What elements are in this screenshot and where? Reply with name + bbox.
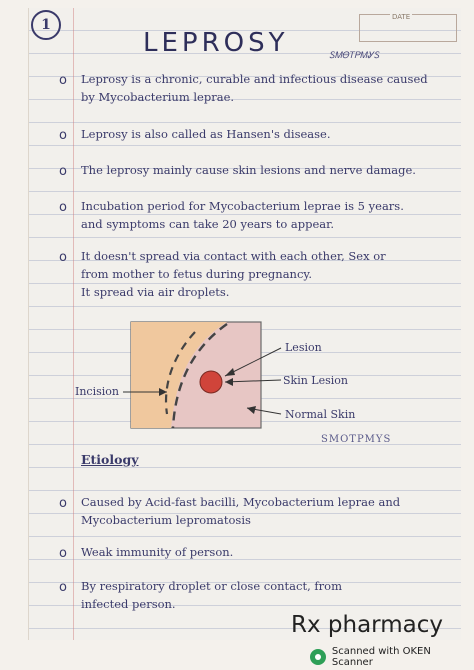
point-3 <box>81 161 455 179</box>
point-line: from mother to fetus during pregnancy. <box>81 267 313 281</box>
point-line: It doesn't spread via contact with each other, Sex or <box>81 249 386 263</box>
point-2 <box>81 125 455 143</box>
skin-lesion-diagram <box>75 318 395 438</box>
point-line: Weak immunity of person. <box>81 545 234 559</box>
bullet-icon: o <box>59 580 67 595</box>
point-line: It spread via air droplets. <box>81 285 230 299</box>
point-line: infected person. <box>81 597 176 611</box>
point-4 <box>81 197 455 233</box>
bullet-icon: o <box>59 546 67 561</box>
etiology-heading: Etiology <box>81 452 139 467</box>
corner-scribble: SMOTPMYS <box>321 434 392 445</box>
bullet-icon: o <box>59 164 67 179</box>
scanner-logo-icon <box>310 649 326 665</box>
bullet-icon: o <box>59 496 67 511</box>
point-line: The leprosy mainly cause skin lesions and nerve damage. <box>81 163 416 177</box>
notebook-page <box>28 8 461 640</box>
point-line: by Mycobacterium leprae. <box>81 90 235 104</box>
point-5 <box>81 247 455 301</box>
point-line: and symptoms can take 20 years to appear. <box>81 217 335 231</box>
page-title: LEPROSY <box>143 28 289 58</box>
point-line: By respiratory droplet or close contact, from <box>81 579 342 593</box>
lesion-dot <box>200 371 222 393</box>
etiology-point-2 <box>81 543 455 561</box>
bullet-icon: o <box>59 73 67 88</box>
date-box <box>359 14 457 42</box>
scanner-footer <box>310 646 474 668</box>
etiology-point-3 <box>81 577 455 613</box>
scanner-text: Scanned with OKEN Scanner <box>331 646 431 668</box>
point-1 <box>81 70 455 106</box>
point-line: Leprosy is also called as Hansen's disease. <box>81 127 331 141</box>
page-number: 1 <box>31 10 61 40</box>
etiology-point-1 <box>81 493 455 529</box>
bullet-icon: o <box>59 200 67 215</box>
point-line: Mycobacterium lepromatosis <box>81 513 251 527</box>
label-incision: Incision <box>75 385 119 398</box>
point-line: Caused by Acid-fast bacilli, Mycobacterium leprae and <box>81 495 401 509</box>
label-normal-skin: Normal Skin <box>285 408 356 421</box>
point-line: Leprosy is a chronic, curable and infectious disease caused <box>81 72 428 86</box>
title-scribble: ᏚᎷᎾᎢᏢᎷᎽᏚ <box>329 51 380 61</box>
point-line: Incubation period for Mycobacterium leprae is 5 years. <box>81 199 404 213</box>
bullet-icon: o <box>59 250 67 265</box>
date-label: DATE <box>392 13 411 21</box>
label-lesion: Lesion <box>285 341 322 354</box>
label-skin-lesion: Skin Lesion <box>283 374 348 387</box>
brand-watermark: Rx pharmacy <box>291 612 443 638</box>
bullet-icon: o <box>59 128 67 143</box>
